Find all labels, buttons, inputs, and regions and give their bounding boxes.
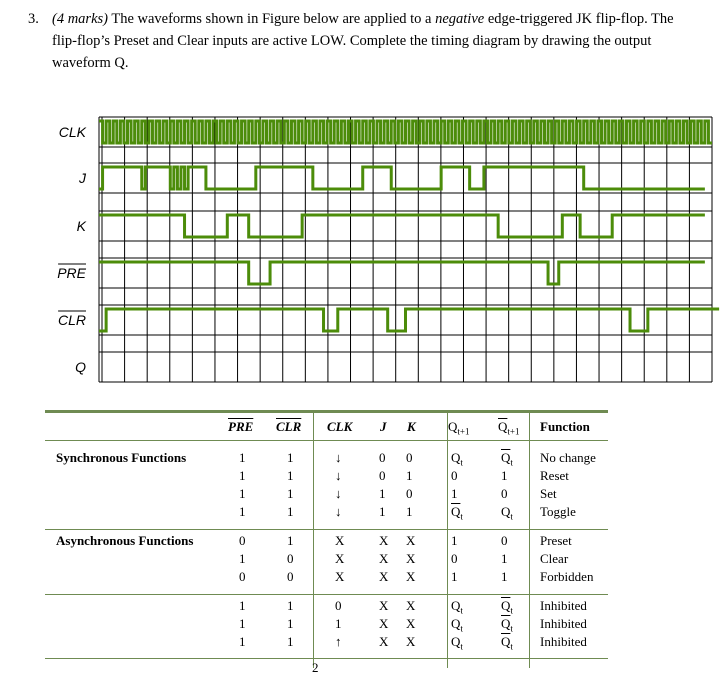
cell-j: 0 [379,450,386,465]
group-divider [45,529,608,530]
cell-clk: ↓ [335,468,342,483]
cell-clr: 1 [287,486,294,501]
cell-qbar [501,486,508,502]
cell-pre: 1 [239,504,246,519]
cell-pre: 1 [239,551,246,566]
cell-clr: 1 [287,533,294,548]
question-marks: (4 marks) [52,11,108,27]
cell-qbar [501,450,513,468]
cell-q-value: 0 [451,468,458,483]
cell-j: X [379,634,389,649]
waveform-j [99,167,705,189]
cell-qbar-value: 0 [501,533,508,548]
cell-pre: 0 [239,569,246,584]
cell-k: 1 [406,504,413,519]
cell-function: Inhibited [540,598,587,613]
signal-label-q: Q [75,359,86,375]
cell-q-value: 1 [451,569,458,584]
cell-q [451,486,458,502]
cell-k: X [406,634,416,649]
cell-clr: 1 [287,634,294,649]
cell-q-sub: t [460,605,463,616]
cell-function: Reset [540,468,569,483]
cell-k: 0 [406,450,413,465]
cell-clr: 0 [287,569,294,584]
group-title: Synchronous Functions [56,450,187,465]
header-qnext-sub: t+1 [457,426,470,437]
cell-qbar-sub: t [510,605,513,616]
cell-function: Clear [540,551,569,566]
cell-qbar-value: Q [501,504,511,519]
cell-qbar-sub: t [510,511,513,522]
cell-clk: ↓ [335,504,342,519]
cell-qbar-value: 1 [501,468,508,483]
question-text-a: The waveforms shown in Figure below are applied to a [107,11,436,27]
cell-qbar-value: $\overline{Q}$ [501,450,511,465]
cell-qbar [501,634,513,652]
header-qnext [448,419,469,437]
cell-q-value: $\overline{Q}$ [451,504,461,519]
cell-k: 1 [406,468,413,483]
header-clr: $\overline{CLR}$ [276,419,302,434]
cell-qbar [501,569,508,585]
cell-j: 1 [379,504,386,519]
cell-function: Preset [540,533,572,548]
signal-label-clk: CLK [58,124,86,140]
cell-q-sub: t [460,511,463,522]
cell-j: X [379,598,389,613]
cell-k: 0 [406,486,413,501]
cell-q-value: Q [451,616,461,631]
header-qbar-next [498,419,519,437]
cell-clk: ↑ [335,634,342,649]
cell-function: No change [540,450,596,465]
cell-clk: 1 [335,616,342,631]
cell-q-value: 1 [451,533,458,548]
cell-qbar [501,616,513,634]
table-header-rule [45,440,608,441]
cell-clk: ↓ [335,450,342,465]
cell-clk: X [335,569,345,584]
header-function: Function [540,419,590,434]
cell-q [451,569,458,585]
cell-k: X [406,551,416,566]
cell-clk: 0 [335,598,342,613]
cell-pre: 1 [239,598,246,613]
cell-qbar [501,533,508,549]
table-vline [529,410,530,668]
cell-k: X [406,598,416,613]
cell-j: X [379,551,389,566]
cell-pre: 1 [239,486,246,501]
cell-q [451,450,463,468]
cell-pre: 1 [239,450,246,465]
cell-clr: 1 [287,504,294,519]
header-qbar-next-sub: t+1 [507,426,520,437]
cell-qbar-value: 0 [501,486,508,501]
cell-clk: X [335,551,345,566]
table-top-rule [45,410,608,413]
group-title: Asynchronous Functions [56,533,194,548]
question-emph: negative [435,11,485,27]
question-text-b: edge-triggered JK flip-flop. The flip-flop’s Preset and Clear inputs are active LOW. Complete the timing diagram by drawing the output waveform Q. [52,11,674,71]
cell-qbar-value: $\overline{Q}$ [501,598,511,613]
cell-q [451,468,458,484]
cell-qbar [501,598,513,616]
cell-q-sub: t [460,457,463,468]
group-divider [45,594,608,595]
signal-label-clr: CLR [57,312,86,328]
cell-pre: 1 [239,634,246,649]
cell-qbar-value: $\overline{Q}$ [501,616,511,631]
header-pre: $\overline{PRE}$ [228,419,254,434]
cell-j: 0 [379,468,386,483]
cell-pre: 0 [239,533,246,548]
cell-clr: 1 [287,598,294,613]
table-bottom-rule [45,658,608,659]
signal-label-pre: PRE [57,265,86,281]
cell-clr: 0 [287,551,294,566]
cell-qbar-sub: t [510,623,513,634]
cell-q [451,504,463,522]
waveform-pre [99,262,705,284]
signal-label-k: K [76,218,86,234]
cell-qbar-value: $\overline{Q}$ [501,634,511,649]
cell-clr: 1 [287,616,294,631]
cell-clr: 1 [287,468,294,483]
cell-j: X [379,569,389,584]
cell-function: Inhibited [540,616,587,631]
cell-pre: 1 [239,616,246,631]
question-number: 3. [28,11,39,27]
header-k: K [407,419,416,434]
cell-q-value: 0 [451,551,458,566]
cell-k: X [406,533,416,548]
cell-j: X [379,533,389,548]
cell-q-value: 1 [451,486,458,501]
header-j: J [380,419,387,434]
cell-qbar [501,504,513,522]
waveform-clk [99,121,712,143]
cell-qbar-value: 1 [501,551,508,566]
cell-q [451,551,458,567]
cell-q-sub: t [460,623,463,634]
cell-qbar-sub: t [510,641,513,652]
page-number: 2 [312,660,319,675]
cell-function: Inhibited [540,634,587,649]
cell-qbar-sub: t [510,457,513,468]
cell-j: 1 [379,486,386,501]
signal-label-j: J [79,170,86,186]
cell-clr: 1 [287,450,294,465]
cell-clk: ↓ [335,486,342,501]
table-vline [447,410,448,668]
cell-function: Toggle [540,504,576,519]
cell-j: X [379,616,389,631]
cell-q [451,598,463,616]
cell-pre: 1 [239,468,246,483]
cell-q-value: Q [451,450,461,465]
header-qnext-value: Q [448,419,458,434]
header-qbar-next-value: $\overline{Q}$ [498,419,508,434]
cell-function: Forbidden [540,569,594,584]
cell-q-value: Q [451,634,461,649]
cell-q-value: Q [451,598,461,613]
cell-q [451,634,463,652]
table-vline [313,410,314,668]
cell-clk: X [335,533,345,548]
cell-q-sub: t [460,641,463,652]
cell-q [451,533,458,549]
cell-qbar-value: 1 [501,569,508,584]
cell-function: Set [540,486,557,501]
waveform-k [99,215,705,237]
cell-qbar [501,468,508,484]
cell-k: X [406,616,416,631]
header-clk: CLK [327,419,353,434]
cell-q [451,616,463,634]
cell-qbar [501,551,508,567]
cell-k: X [406,569,416,584]
